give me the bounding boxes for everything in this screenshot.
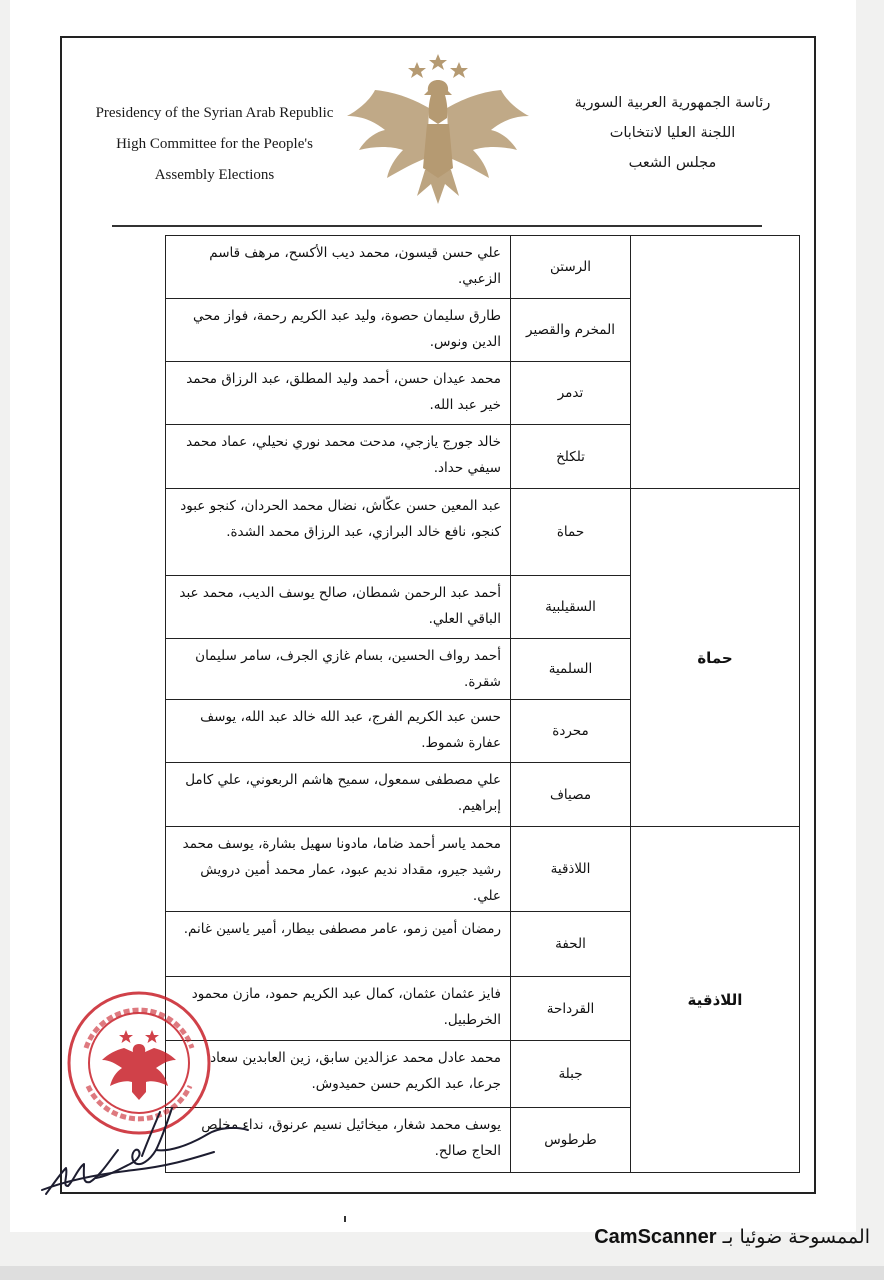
candidate-names-cell: محمد عادل محمد عزالدين سابق، زين العابدين سعاد جرعا، عبد الكريم حسن حميدوش. [165,1040,511,1108]
header-english-line1: Presidency of the Syrian Arab Republic [95,105,334,121]
candidate-names-cell: رمضان أمين زمو، عامر مصطفى بيطار، أمير ياسين غانم. [165,911,511,977]
candidate-names-cell: علي حسن قيسون، محمد ديب الأكسح، مرهف قاسم الزعبي. [165,235,511,299]
district-cell: مصياف [510,762,631,827]
candidate-names-cell: فايز عثمان عثمان، كمال عبد الكريم حمود، مازن محمود الخرطبيل. [165,976,511,1041]
district-cell: القرداحة [510,976,631,1041]
district-cell: حماة [510,488,631,576]
scanner-watermark [594,1226,870,1249]
header-divider [112,225,762,227]
district-cell: محردة [510,699,631,763]
handwritten-signature-icon [38,1090,258,1200]
header-english-line2: High Committee for the People's [116,136,313,152]
candidate-names-cell: يوسف محمد شغار، ميخائيل نسيم عرنوق، نداء مخلص الحاج صالح. [165,1107,511,1173]
header-arabic [560,88,785,178]
scan-mark [344,1216,346,1222]
district-cell: تدمر [510,361,631,425]
footer-bar [0,1266,884,1280]
governorate-cell: حماة [630,488,800,827]
candidate-names-cell: أحمد عبد الرحمن شمطان، صالح يوسف الديب، محمد عبد الباقي العلي. [165,575,511,639]
header-english [72,98,357,191]
candidate-names-cell: حسن عبد الكريم الفرج، عبد الله خالد عبد الله، يوسف عفارة شموط. [165,699,511,763]
candidates-table [165,235,800,1173]
candidate-names-cell: محمد عيدان حسن، أحمد وليد المطلق، عبد الرزاق محمد خير عبد الله. [165,361,511,425]
district-cell: الرستن [510,235,631,299]
header-arabic-line3: مجلس الشعب [628,155,717,171]
header-arabic-line1: رئاسة الجمهورية العربية السورية [574,95,771,111]
governorate-cell [630,235,800,489]
candidate-names-cell: محمد ياسر أحمد ضاما، مادونا سهيل بشارة، يوسف محمد رشيد جيرو، مقداد نديم عبود، عمار محمد أمين درويش علي. [165,826,511,912]
header-english-line3: Assembly Elections [154,167,275,183]
header-arabic-line2: اللجنة العليا لانتخابات [609,125,736,141]
district-cell: تلكلخ [510,424,631,489]
candidate-names-cell: خالد جورج يازجي، مدحت محمد نوري نحيلي، عماد محمد سيفي حداد. [165,424,511,489]
candidate-names-cell: علي مصطفى سمعول، سميح هاشم الربعوني، علي كامل إبراهيم. [165,762,511,827]
candidate-names-cell: أحمد رواف الحسين، بسام غازي الجرف، سامر سليمان شقرة. [165,638,511,700]
golden-eagle-emblem-icon [345,50,531,210]
district-cell: المخرم والقصير [510,298,631,362]
district-cell: طرطوس [510,1107,631,1173]
watermark-prefix: الممسوحة ضوئيا بـ [722,1226,870,1248]
district-cell: جبلة [510,1040,631,1108]
candidate-names-cell: عبد المعين حسن عكّاش، نضال محمد الحردان، كنجو عبود كنجو، نافع خالد البرازي، عبد الرزاق محمد الشدة. [165,488,511,576]
district-cell: الحفة [510,911,631,977]
district-cell: السقيلبية [510,575,631,639]
governorate-cell: اللاذقية [630,826,800,1173]
candidate-names-cell: طارق سليمان حصوة، وليد عبد الكريم رحمة، فواز محي الدين ونوس. [165,298,511,362]
watermark-brand: CamScanner [594,1226,717,1248]
district-cell: اللاذقية [510,826,631,912]
district-cell: السلمية [510,638,631,700]
